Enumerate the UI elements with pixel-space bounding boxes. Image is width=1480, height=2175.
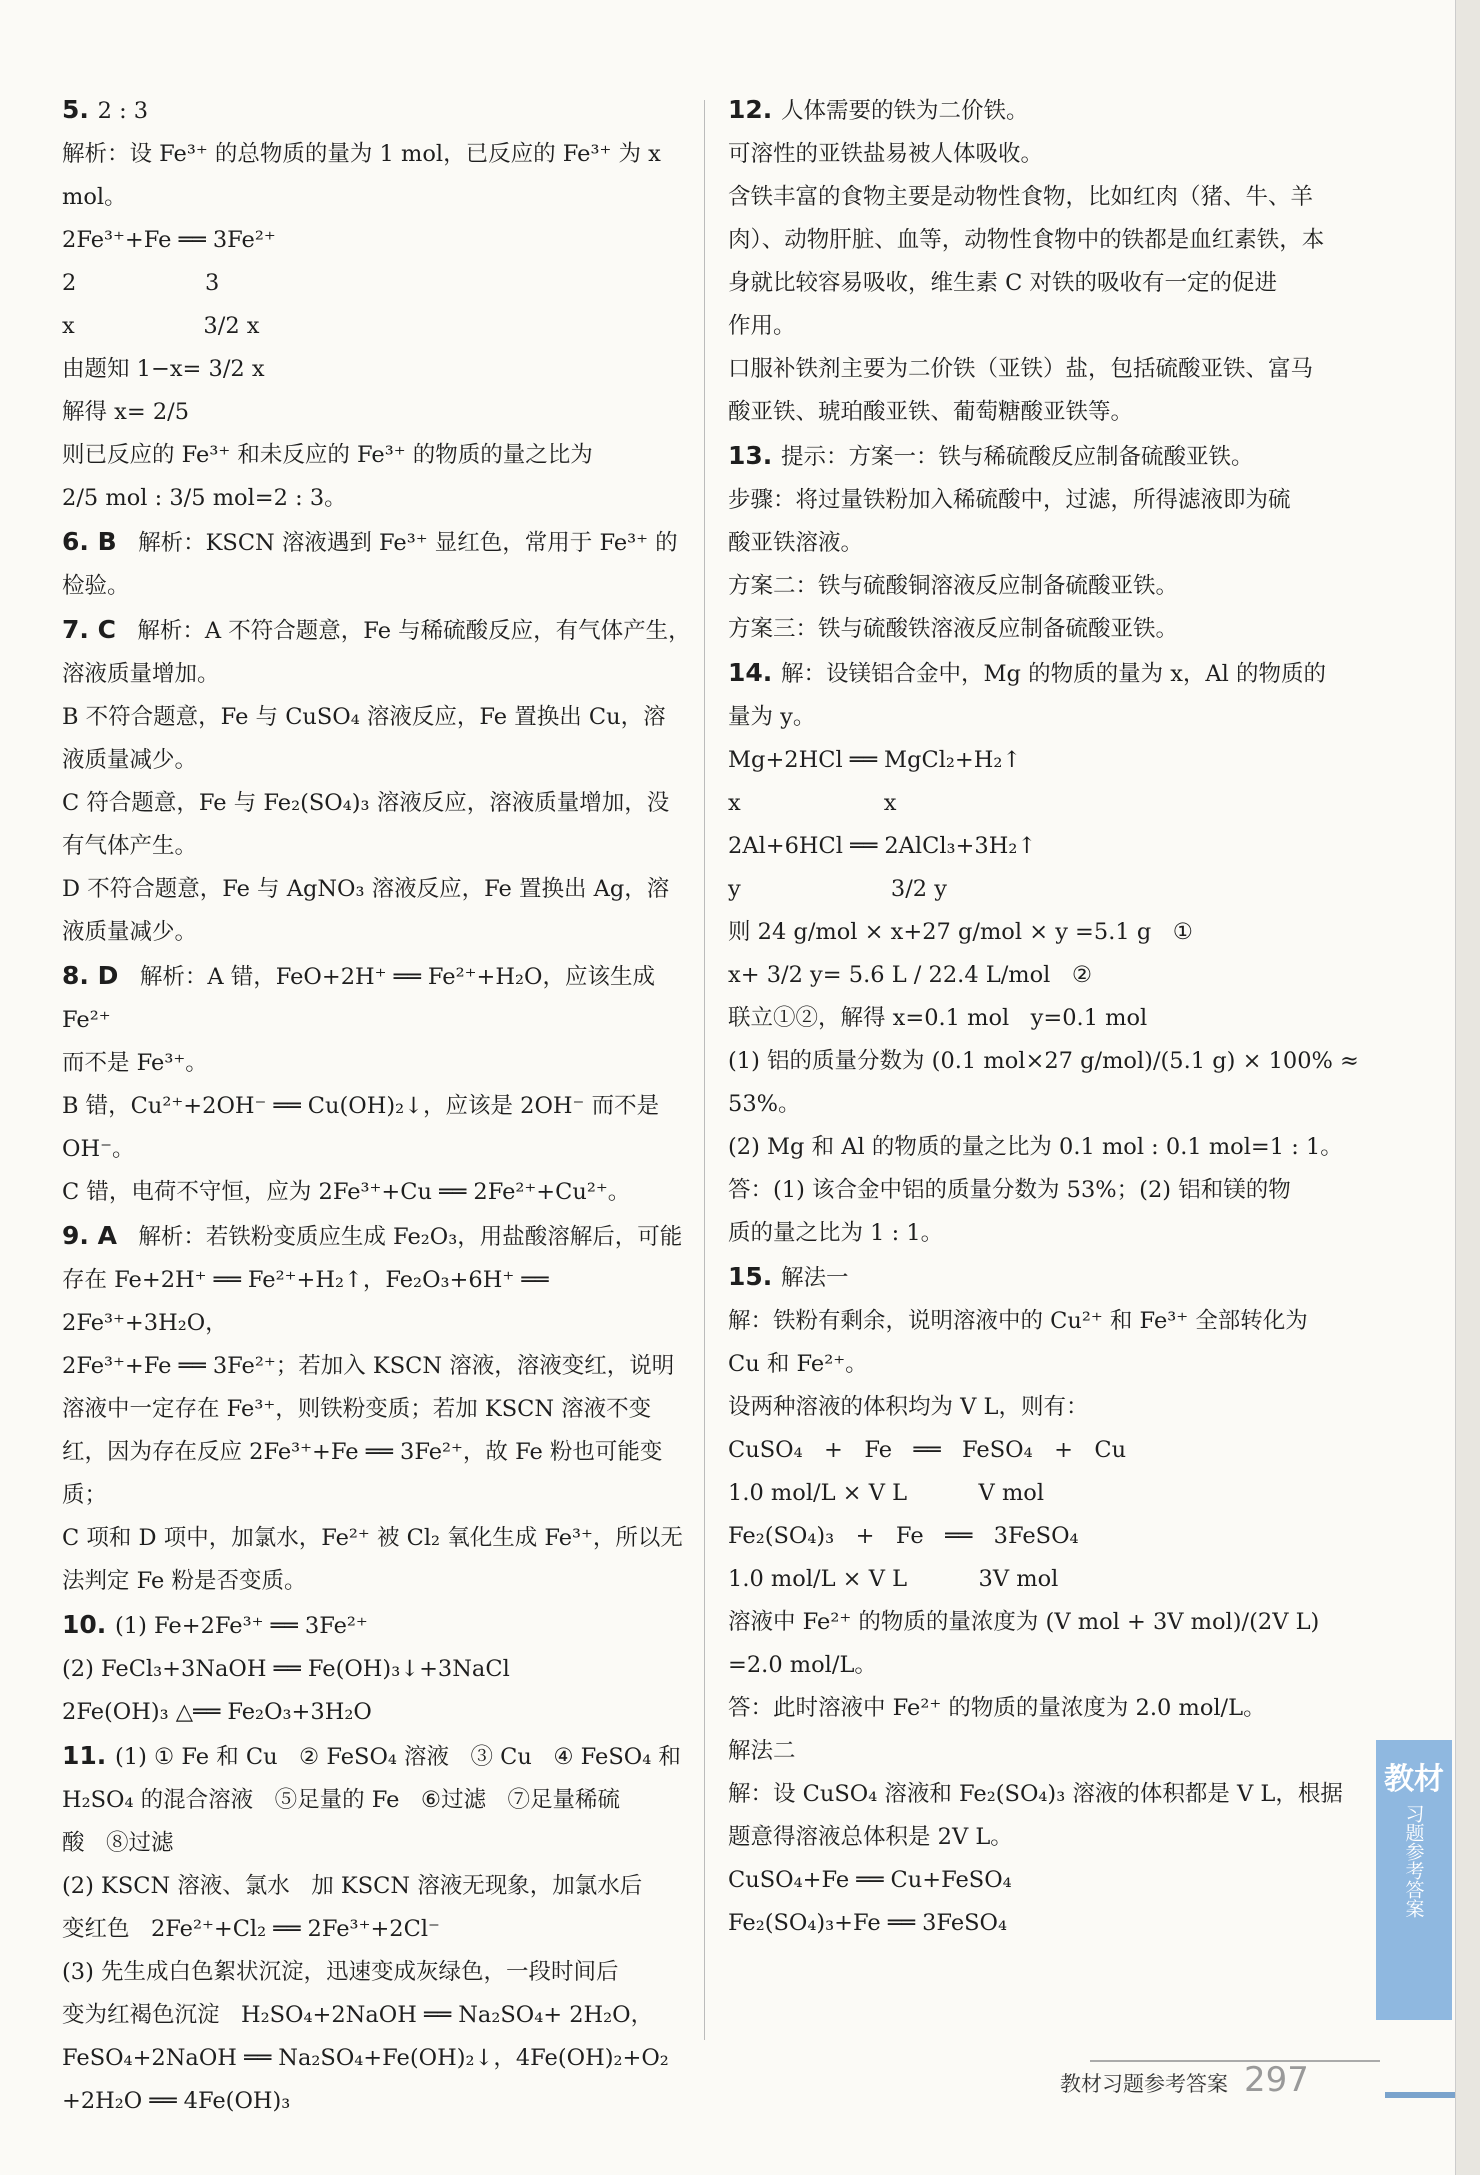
question-number: 15. [728, 1262, 781, 1291]
text-line: 由题知 1−x= 3/2 x [62, 356, 265, 382]
footer-accent-bar [1385, 2092, 1455, 2098]
text-line: (1) 铝的质量分数为 (0.1 mol×27 g/mol)/(5.1 g) × 100% ≈ 53%。 [728, 1048, 1367, 1117]
text-line: 液质量减少。 [62, 919, 198, 945]
text-line: 溶液质量增加。 [62, 661, 220, 687]
side-tab-title: 教材 [1384, 1762, 1444, 1797]
left-column [62, 88, 692, 2123]
text-line: Cu 和 Fe²⁺。 [728, 1351, 868, 1377]
question-number: 8. D [62, 961, 119, 990]
question-line: 15. 解法一 [728, 1262, 849, 1291]
question-number: 14. [728, 658, 781, 687]
text-line: (2) KSCN 溶液、氯水 加 KSCN 溶液无现象，加氯水后 [62, 1873, 643, 1899]
text-line: (3) 先生成白色絮状沉淀，迅速变成灰绿色，一段时间后 [62, 1959, 619, 1985]
text-line: 则已反应的 Fe³⁺ 和未反应的 Fe³⁺ 的物质的量之比为 [62, 442, 593, 468]
text-line: 可溶性的亚铁盐易被人体吸收。 [728, 141, 1044, 167]
question-number: 7. C [62, 615, 116, 644]
question-line: 12. 人体需要的铁为二价铁。 [728, 95, 1029, 124]
text-line: 2Fe(OH)₃ △══ Fe₂O₃+3H₂O [62, 1699, 372, 1725]
question-line: 14. 解：设镁铝合金中，Mg 的物质的量为 x，Al 的物质的 [728, 658, 1327, 687]
text-line: C 项和 D 项中，加氯水，Fe²⁺ 被 Cl₂ 氧化生成 Fe³⁺，所以无 [62, 1525, 683, 1551]
side-tab-subtitle: 习题参考答案 [1402, 1804, 1425, 1918]
text-line: 解析：设 Fe³⁺ 的总物质的量为 1 mol，已反应的 Fe³⁺ 为 x mol。 [62, 141, 668, 210]
text-line: C 符合题意，Fe 与 Fe₂(SO₄)₃ 溶液反应，溶液质量增加，没 [62, 790, 670, 816]
question-line: 7. C 解析：A 不符合题意，Fe 与稀硫酸反应，有气体产生， [62, 615, 691, 644]
text-line: 2Al+6HCl ══ 2AlCl₃+3H₂↑ [728, 833, 1037, 859]
question-number: 10. [62, 1610, 115, 1639]
text-line: B 错，Cu²⁺+2OH⁻ ══ Cu(OH)₂↓，应该是 2OH⁻ 而不是 OH⁻。 [62, 1093, 667, 1162]
text-line: 答：(1) 该合金中铝的质量分数为 53%；(2) 铝和镁的物 [728, 1177, 1291, 1203]
text-line: CuSO₄+Fe ══ Cu+FeSO₄ [728, 1867, 1012, 1893]
text-line: 1.0 mol/L × V L V mol [728, 1480, 1045, 1506]
text-line: D 不符合题意，Fe 与 AgNO₃ 溶液反应，Fe 置换出 Ag，溶 [62, 876, 670, 902]
text-line: (2) Mg 和 Al 的物质的量之比为 0.1 mol : 0.1 mol=1 : 1。 [728, 1134, 1343, 1160]
page-footer [1060, 2060, 1309, 2100]
text-line: x 3/2 x [62, 313, 260, 339]
text-line: 溶液中 Fe²⁺ 的物质的量浓度为 (V mol + 3V mol)/(2V L) =2.0 mol/L。 [728, 1609, 1327, 1678]
question-number: 6. B [62, 527, 117, 556]
question-number: 5. [62, 95, 98, 124]
text-line: 题意得溶液总体积是 2V L。 [728, 1824, 1013, 1850]
text-line: 解得 x= 2/5 [62, 399, 190, 425]
text-line: 2 3 [62, 270, 220, 296]
question-number: 13. [728, 441, 781, 470]
chapter-side-tab [1376, 1740, 1452, 2020]
text-line: 身就比较容易吸收，维生素 C 对铁的吸收有一定的促进 [728, 270, 1278, 296]
text-line: (2) FeCl₃+3NaOH ══ Fe(OH)₃↓+3NaCl [62, 1656, 510, 1682]
text-line: 有气体产生。 [62, 833, 198, 859]
text-line: 量为 y。 [728, 704, 816, 730]
text-line: 方案三：铁与硫酸铁溶液反应制备硫酸亚铁。 [728, 616, 1179, 642]
text-line: Fe₂(SO₄)₃ + Fe ══ 3FeSO₄ [728, 1523, 1079, 1549]
text-line: 则 24 g/mol × x+27 g/mol × y =5.1 g ① [728, 919, 1193, 945]
right-column [728, 88, 1368, 1945]
footer-label: 教材习题参考答案 [1060, 2072, 1228, 2096]
text-line: 解：设 CuSO₄ 溶液和 Fe₂(SO₄)₃ 溶液的体积都是 V L，根据 [728, 1781, 1343, 1807]
question-line: 8. D 解析：A 错，FeO+2H⁺ ══ Fe²⁺+H₂O，应该生成 Fe²⁺ [62, 961, 663, 1033]
text-line: +2H₂O ══ 4Fe(OH)₃ [62, 2088, 291, 2114]
text-line: Fe₂(SO₄)₃+Fe ══ 3FeSO₄ [728, 1910, 1008, 1936]
text-line: 酸亚铁溶液。 [728, 530, 864, 556]
text-line: 2Fe³⁺+Fe ══ 3Fe²⁺；若加入 KSCN 溶液，溶液变红，说明 [62, 1353, 675, 1379]
text-line: 酸亚铁、琥珀酸亚铁、葡萄糖酸亚铁等。 [728, 399, 1134, 425]
text-line: 检验。 [62, 573, 130, 599]
text-line: CuSO₄ + Fe ══ FeSO₄ + Cu [728, 1437, 1127, 1463]
page-edge [1455, 0, 1480, 2175]
text-line: 联立①②，解得 x=0.1 mol y=0.1 mol [728, 1005, 1148, 1031]
text-line: 溶液中一定存在 Fe³⁺，则铁粉变质；若加 KSCN 溶液不变 [62, 1396, 652, 1422]
text-line: 2/5 mol : 3/5 mol=2 : 3。 [62, 485, 347, 511]
question-number: 12. [728, 95, 781, 124]
text-line: H₂SO₄ 的混合溶液 ⑤足量的 Fe ⑥过滤 ⑦足量稀硫 [62, 1787, 621, 1813]
text-line: B 不符合题意，Fe 与 CuSO₄ 溶液反应，Fe 置换出 Cu，溶 [62, 704, 666, 730]
text-line: 变红色 2Fe²⁺+Cl₂ ══ 2Fe³⁺+2Cl⁻ [62, 1916, 440, 1942]
text-line: 2Fe³⁺+Fe ══ 3Fe²⁺ [62, 227, 276, 253]
question-line: 6. B 解析：KSCN 溶液遇到 Fe³⁺ 显红色，常用于 Fe³⁺ 的 [62, 527, 678, 556]
text-line: 含铁丰富的食物主要是动物性食物，比如红肉（猪、牛、羊 [728, 184, 1314, 210]
question-line: 10. (1) Fe+2Fe³⁺ ══ 3Fe²⁺ [62, 1610, 368, 1639]
text-line: 法判定 Fe 粉是否变质。 [62, 1568, 307, 1594]
text-line: FeSO₄+2NaOH ══ Na₂SO₄+Fe(OH)₂↓，4Fe(OH)₂+O₂ [62, 2045, 669, 2071]
text-line: 答：此时溶液中 Fe²⁺ 的物质的量浓度为 2.0 mol/L。 [728, 1695, 1266, 1721]
question-line: 9. A 解析：若铁粉变质应生成 Fe₂O₃，用盐酸溶解后，可能 [62, 1221, 683, 1250]
column-divider [704, 100, 705, 2040]
text-line: 解：铁粉有剩余，说明溶液中的 Cu²⁺ 和 Fe³⁺ 全部转化为 [728, 1308, 1308, 1334]
text-line: 酸 ⑧过滤 [62, 1830, 174, 1856]
text-line: 质的量之比为 1 : 1。 [728, 1220, 944, 1246]
question-number: 11. [62, 1741, 115, 1770]
text-line: x x [728, 790, 897, 816]
text-line: C 错，电荷不守恒，应为 2Fe³⁺+Cu ══ 2Fe²⁺+Cu²⁺。 [62, 1179, 631, 1205]
text-line: 步骤：将过量铁粉加入稀硫酸中，过滤，所得滤液即为硫 [728, 487, 1291, 513]
page-number: 297 [1244, 2060, 1309, 2100]
text-line: 变为红褐色沉淀 H₂SO₄+2NaOH ══ Na₂SO₄+ 2H₂O， [62, 2002, 654, 2028]
text-line: Mg+2HCl ══ MgCl₂+H₂↑ [728, 747, 1022, 773]
text-line: 设两种溶液的体积均为 V L，则有： [728, 1394, 1089, 1420]
text-line: 方案二：铁与硫酸铜溶液反应制备硫酸亚铁。 [728, 573, 1179, 599]
text-line: 肉）、动物肝脏、血等，动物性食物中的铁都是血红素铁，本 [728, 227, 1325, 253]
text-line: 液质量减少。 [62, 747, 198, 773]
text-line: 存在 Fe+2H⁺ ══ Fe²⁺+H₂↑，Fe₂O₃+6H⁺ ══ 2Fe³⁺+3H₂O， [62, 1267, 556, 1336]
text-line: y 3/2 y [728, 876, 947, 902]
text-line: 口服补铁剂主要为二价铁（亚铁）盐，包括硫酸亚铁、富马 [728, 356, 1314, 382]
text-line: 作用。 [728, 313, 796, 339]
question-line: 11. (1) ① Fe 和 Cu ② FeSO₄ 溶液 ③ Cu ④ FeSO₄ 和 [62, 1741, 681, 1770]
question-number: 9. A [62, 1221, 117, 1250]
text-line: x+ 3/2 y= 5.6 L / 22.4 L/mol ② [728, 962, 1093, 988]
question-line: 5. 2 : 3 [62, 95, 149, 124]
text-line: 红，因为存在反应 2Fe³⁺+Fe ══ 3Fe²⁺，故 Fe 粉也可能变质； [62, 1439, 663, 1508]
text-line: 而不是 Fe³⁺。 [62, 1050, 208, 1076]
text-line: 解法二 [728, 1738, 796, 1764]
text-line: 1.0 mol/L × V L 3V mol [728, 1566, 1059, 1592]
question-line: 13. 提示：方案一：铁与稀硫酸反应制备硫酸亚铁。 [728, 441, 1254, 470]
